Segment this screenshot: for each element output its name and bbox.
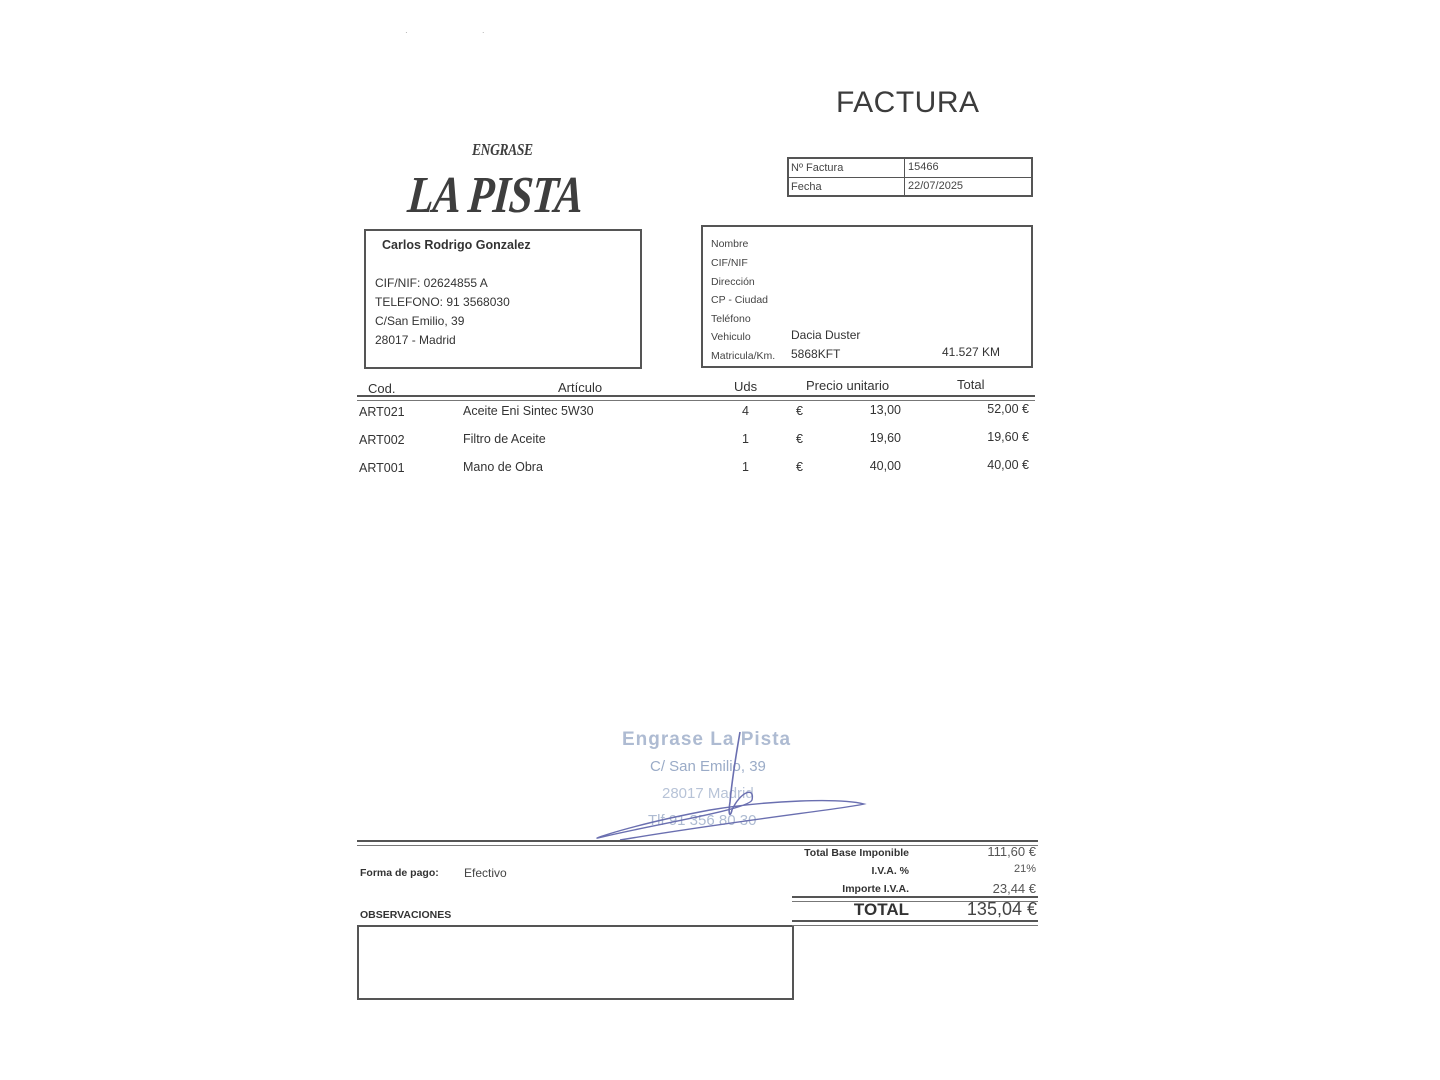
row-unit-price: 19,60 xyxy=(869,431,901,445)
header-code: Cod. xyxy=(368,381,396,396)
scan-specks: · · xyxy=(405,28,521,37)
client-city-label: CP - Ciudad xyxy=(711,294,769,306)
header-units: Uds xyxy=(734,379,758,394)
client-plate-km-label: Matricula/Km. xyxy=(711,350,776,362)
client-plate-value: 5868KFT xyxy=(791,347,841,361)
row-units: 4 xyxy=(742,404,749,418)
row-unit-price: 40,00 xyxy=(869,459,901,473)
client-vehicle-value: Dacia Duster xyxy=(791,328,861,342)
header-unit-price: Precio unitario xyxy=(806,378,890,393)
invoice-date-value: 22/07/2025 xyxy=(908,180,964,192)
row-units: 1 xyxy=(742,432,749,446)
table-row xyxy=(357,404,1035,426)
row-article: Filtro de Aceite xyxy=(463,432,546,446)
issuer-cif: CIF/NIF: 02624855 A xyxy=(375,276,488,290)
client-cif-label: CIF/NIF xyxy=(711,257,748,269)
invoice-number-label: Nº Factura xyxy=(789,159,905,177)
issuer-box xyxy=(364,229,642,369)
row-units: 1 xyxy=(742,460,749,474)
issuer-address: C/San Emilio, 39 xyxy=(375,314,465,328)
invoice-number-row xyxy=(789,159,1031,177)
client-phone-label: Teléfono xyxy=(711,313,751,325)
iva-amount-label: Importe I.V.A. xyxy=(842,883,909,895)
issuer-name: Carlos Rodrigo Gonzalez xyxy=(382,238,531,252)
invoice-meta-table xyxy=(787,157,1033,197)
table-row xyxy=(357,460,1035,482)
issuer-city: 28017 - Madrid xyxy=(375,333,456,347)
invoice-date-label: Fecha xyxy=(789,178,905,196)
header-total: Total xyxy=(957,377,985,392)
iva-percent-label: I.V.A. % xyxy=(871,865,909,877)
row-currency: € xyxy=(796,432,803,446)
client-address-label: Dirección xyxy=(711,276,755,288)
observations-box xyxy=(357,925,794,1000)
stamp-line-address: C/ San Emilio, 39 xyxy=(650,758,766,775)
row-code: ART002 xyxy=(359,433,405,447)
document-title: FACTURA xyxy=(836,86,980,119)
header-divider xyxy=(357,395,1035,401)
stamp-line-city: 28017 Madrid xyxy=(662,785,754,802)
stamp-line-name: Engrase La Pista xyxy=(622,729,792,750)
row-code: ART021 xyxy=(359,405,405,419)
header-article: Artículo xyxy=(558,380,603,395)
row-code: ART001 xyxy=(359,461,405,475)
items-table-header xyxy=(357,376,1035,396)
invoice-date-row xyxy=(789,177,1031,196)
observations-label: OBSERVACIONES xyxy=(360,909,452,921)
company-logo: LA PISTA xyxy=(405,167,586,224)
issuer-phone: TELEFONO: 91 3568030 xyxy=(375,295,510,309)
client-vehicle-label: Vehiculo xyxy=(711,331,751,343)
base-label: Total Base Imponible xyxy=(804,847,909,859)
grand-total-divider xyxy=(792,920,1038,926)
iva-percent-value: 21% xyxy=(1013,863,1036,875)
row-article: Mano de Obra xyxy=(463,460,543,474)
row-total: 40,00 € xyxy=(987,458,1029,472)
grand-total-value: 135,04 € xyxy=(966,899,1037,919)
invoice-number-value: 15466 xyxy=(908,161,939,173)
iva-amount-value: 23,44 € xyxy=(992,881,1036,896)
row-currency: € xyxy=(796,404,803,418)
grand-total-label: TOTAL xyxy=(853,900,909,919)
row-article: Aceite Eni Sintec 5W30 xyxy=(463,404,594,418)
client-box xyxy=(701,225,1033,368)
payment-method-value: Efectivo xyxy=(464,866,507,880)
payment-method-label: Forma de pago: xyxy=(360,867,439,879)
table-row xyxy=(357,432,1035,454)
row-currency: € xyxy=(796,460,803,474)
stamp-line-phone: Tlf 91 356 80 30 xyxy=(648,812,757,829)
company-logo-subtitle: ENGRASE xyxy=(472,140,533,159)
base-value: 111,60 € xyxy=(987,844,1036,859)
signature-icon xyxy=(590,730,880,850)
row-total: 52,00 € xyxy=(987,402,1029,416)
row-total: 19,60 € xyxy=(987,430,1029,444)
row-unit-price: 13,00 xyxy=(869,403,901,417)
client-name-label: Nombre xyxy=(711,238,749,250)
client-km-value: 41.527 KM xyxy=(942,345,1001,359)
